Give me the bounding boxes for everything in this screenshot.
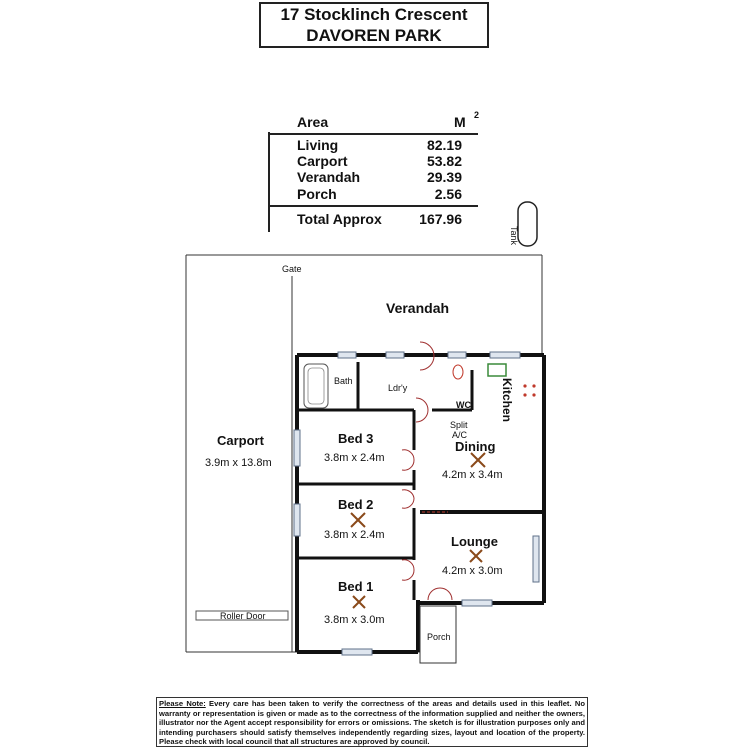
window	[338, 352, 356, 358]
carport-dims: 3.9m x 13.8m	[205, 457, 272, 469]
area-row-label: Porch	[297, 186, 337, 202]
area-row-value: 2.56	[434, 186, 462, 202]
window	[342, 649, 372, 655]
door	[416, 398, 428, 410]
lounge-label: Lounge	[451, 534, 498, 549]
door	[402, 498, 414, 508]
cooktop	[523, 384, 535, 396]
title-address: 17 Stocklinch Crescent	[280, 5, 468, 24]
window	[386, 352, 404, 358]
fan-icon	[471, 453, 485, 467]
kitchen-label: Kitchen	[500, 378, 514, 423]
kitchen-sink	[488, 364, 506, 376]
door	[440, 588, 452, 600]
note-heading: Please Note:	[159, 699, 206, 708]
area-header-label: Area	[297, 114, 329, 130]
fan-icon	[351, 513, 365, 527]
door	[420, 356, 434, 370]
door	[402, 490, 414, 498]
title-suburb: DAVOREN PARK	[306, 26, 442, 45]
roller-door-label: Roller Door	[220, 611, 266, 621]
window	[490, 352, 520, 358]
laundry-label: Ldr'y	[388, 383, 408, 393]
fan-icon	[353, 596, 365, 608]
door	[416, 410, 428, 422]
area-row-label: Living	[297, 137, 339, 153]
window	[448, 352, 466, 358]
lounge-dims: 4.2m x 3.0m	[442, 565, 503, 577]
area-row-value: 29.39	[426, 169, 462, 185]
door	[402, 460, 414, 470]
dining-dims: 4.2m x 3.4m	[442, 469, 503, 481]
window	[294, 430, 300, 466]
door	[402, 560, 414, 570]
bed1-label: Bed 1	[338, 579, 374, 594]
split-ac-label: A/C	[452, 430, 468, 440]
area-row-value: 53.82	[426, 153, 462, 169]
window	[462, 600, 492, 606]
door	[428, 588, 440, 600]
note-text: Every care has been taken to verify the correctness of the areas and details used in this leaflet. No warranty or representation is given or made as to the correctness of the information supplied and neither the owners, illustrator nor the Agent accept responsibility for errors or omissions. The sketch is for illustration purposes only and intending purchasers should satisfy themselves independently regarding sizes, layout and location of the property. Please check with local council that all structures are approved by council.	[159, 699, 585, 747]
bed3-dims: 3.8m x 2.4m	[324, 452, 385, 464]
tank-label: Tank	[509, 226, 519, 246]
area-row-value: 82.19	[426, 137, 462, 153]
area-header-unit-sup: 2	[474, 110, 480, 120]
porch-label: Porch	[427, 632, 451, 642]
disclaimer-note	[156, 697, 588, 747]
gate-label: Gate	[282, 264, 302, 274]
dining-label: Dining	[455, 439, 496, 454]
carport-label: Carport	[217, 433, 264, 448]
area-header-unit: M	[454, 114, 466, 130]
bed2-dims: 3.8m x 2.4m	[324, 529, 385, 541]
bath-label: Bath	[334, 376, 353, 386]
area-total-value: 167.96	[419, 211, 462, 227]
wc-label: WC	[456, 400, 471, 410]
door	[402, 570, 414, 580]
split-ac-label: Split	[450, 420, 468, 430]
window	[533, 536, 539, 582]
area-row-label: Verandah	[297, 169, 361, 185]
toilet	[453, 365, 463, 379]
bed2-label: Bed 2	[338, 497, 374, 512]
door	[402, 450, 414, 460]
area-row-label: Carport	[297, 153, 348, 169]
bed3-label: Bed 3	[338, 431, 374, 446]
bed1-dims: 3.8m x 3.0m	[324, 614, 385, 626]
area-total-label: Total Approx	[297, 211, 382, 227]
verandah-label: Verandah	[386, 300, 450, 316]
window	[294, 504, 300, 536]
fan-icon	[470, 550, 482, 562]
